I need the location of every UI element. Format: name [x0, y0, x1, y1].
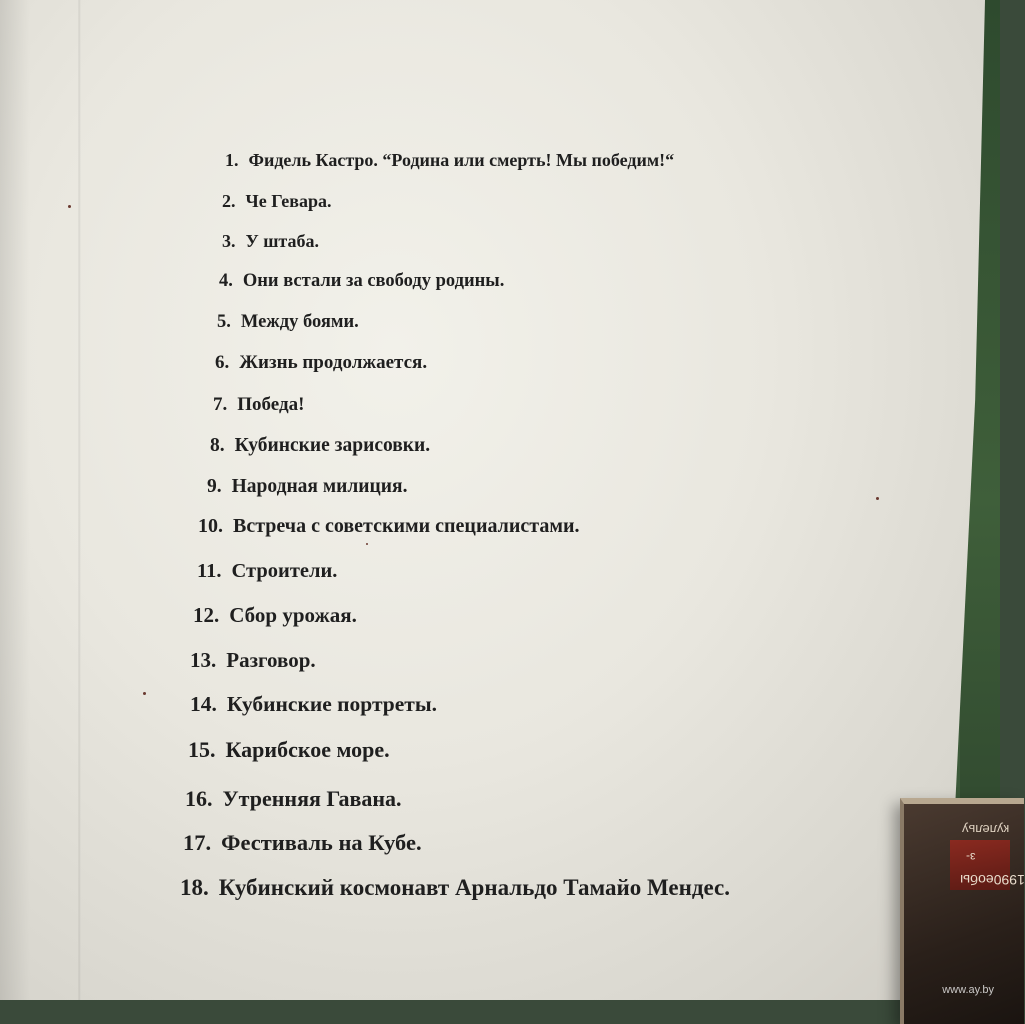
list-item [217, 312, 359, 333]
box-label: з- [966, 850, 976, 864]
list-item [210, 435, 430, 457]
item-number: 13. [190, 648, 217, 672]
item-number: 12. [193, 603, 220, 627]
item-title: Фестиваль на Кубе. [221, 830, 422, 855]
item-title: Строители. [231, 560, 338, 582]
list-item [190, 692, 437, 717]
item-number: 1. [225, 150, 239, 170]
item-title: Встреча с советскими специалистами. [233, 515, 580, 537]
item-number: 16. [185, 786, 213, 811]
list-item [222, 191, 332, 212]
list-item [185, 786, 402, 812]
list-item [215, 352, 427, 374]
item-title: Народная милиция. [231, 476, 408, 497]
item-title: Они встали за свободу родины. [242, 271, 505, 291]
list-item [190, 648, 316, 673]
list-item [188, 737, 390, 763]
item-number: 6. [215, 352, 230, 373]
box-label: 1990еобы [960, 872, 1025, 888]
item-number: 8. [210, 435, 225, 456]
item-title: Победа! [237, 394, 305, 415]
item-title: Между боями. [240, 312, 359, 332]
item-number: 4. [219, 271, 233, 291]
item-title: Фидель Кастро. “Родина или смерть! Мы победим!“ [248, 150, 675, 170]
item-title: Че Гевара. [245, 191, 332, 211]
list-item [193, 603, 357, 628]
item-title: Утренняя Гавана. [222, 786, 402, 811]
item-number: 2. [222, 191, 236, 211]
item-number: 9. [207, 476, 222, 497]
list-item [183, 830, 422, 856]
list-item [180, 875, 730, 901]
list-item [213, 394, 304, 416]
item-number: 18. [180, 875, 209, 900]
watermark: www.ay.by [942, 984, 994, 996]
item-number: 14. [190, 692, 217, 716]
item-number: 11. [197, 560, 222, 582]
item-title: Кубинские зарисовки. [234, 435, 431, 456]
list-item [222, 231, 319, 252]
item-title: Разговор. [226, 648, 316, 672]
item-number: 15. [188, 737, 216, 762]
item-title: Кубинский космонавт Арнальдо Тамайо Мендес. [218, 875, 730, 900]
list-item [198, 515, 579, 538]
item-title: Карибское море. [225, 737, 390, 762]
item-title: Жизнь продолжается. [239, 352, 428, 373]
list-item [197, 560, 337, 583]
box-label: кулельу [962, 822, 1010, 837]
item-number: 17. [183, 830, 212, 855]
item-number: 3. [222, 231, 236, 251]
item-number: 5. [217, 312, 231, 332]
item-title: У штаба. [245, 231, 319, 251]
list-item [219, 271, 504, 292]
item-number: 10. [198, 515, 223, 537]
list-item [225, 150, 674, 171]
list-item [207, 476, 407, 498]
item-title: Кубинские портреты. [226, 692, 438, 716]
item-number: 7. [213, 394, 228, 415]
item-title: Сбор урожая. [229, 603, 357, 627]
